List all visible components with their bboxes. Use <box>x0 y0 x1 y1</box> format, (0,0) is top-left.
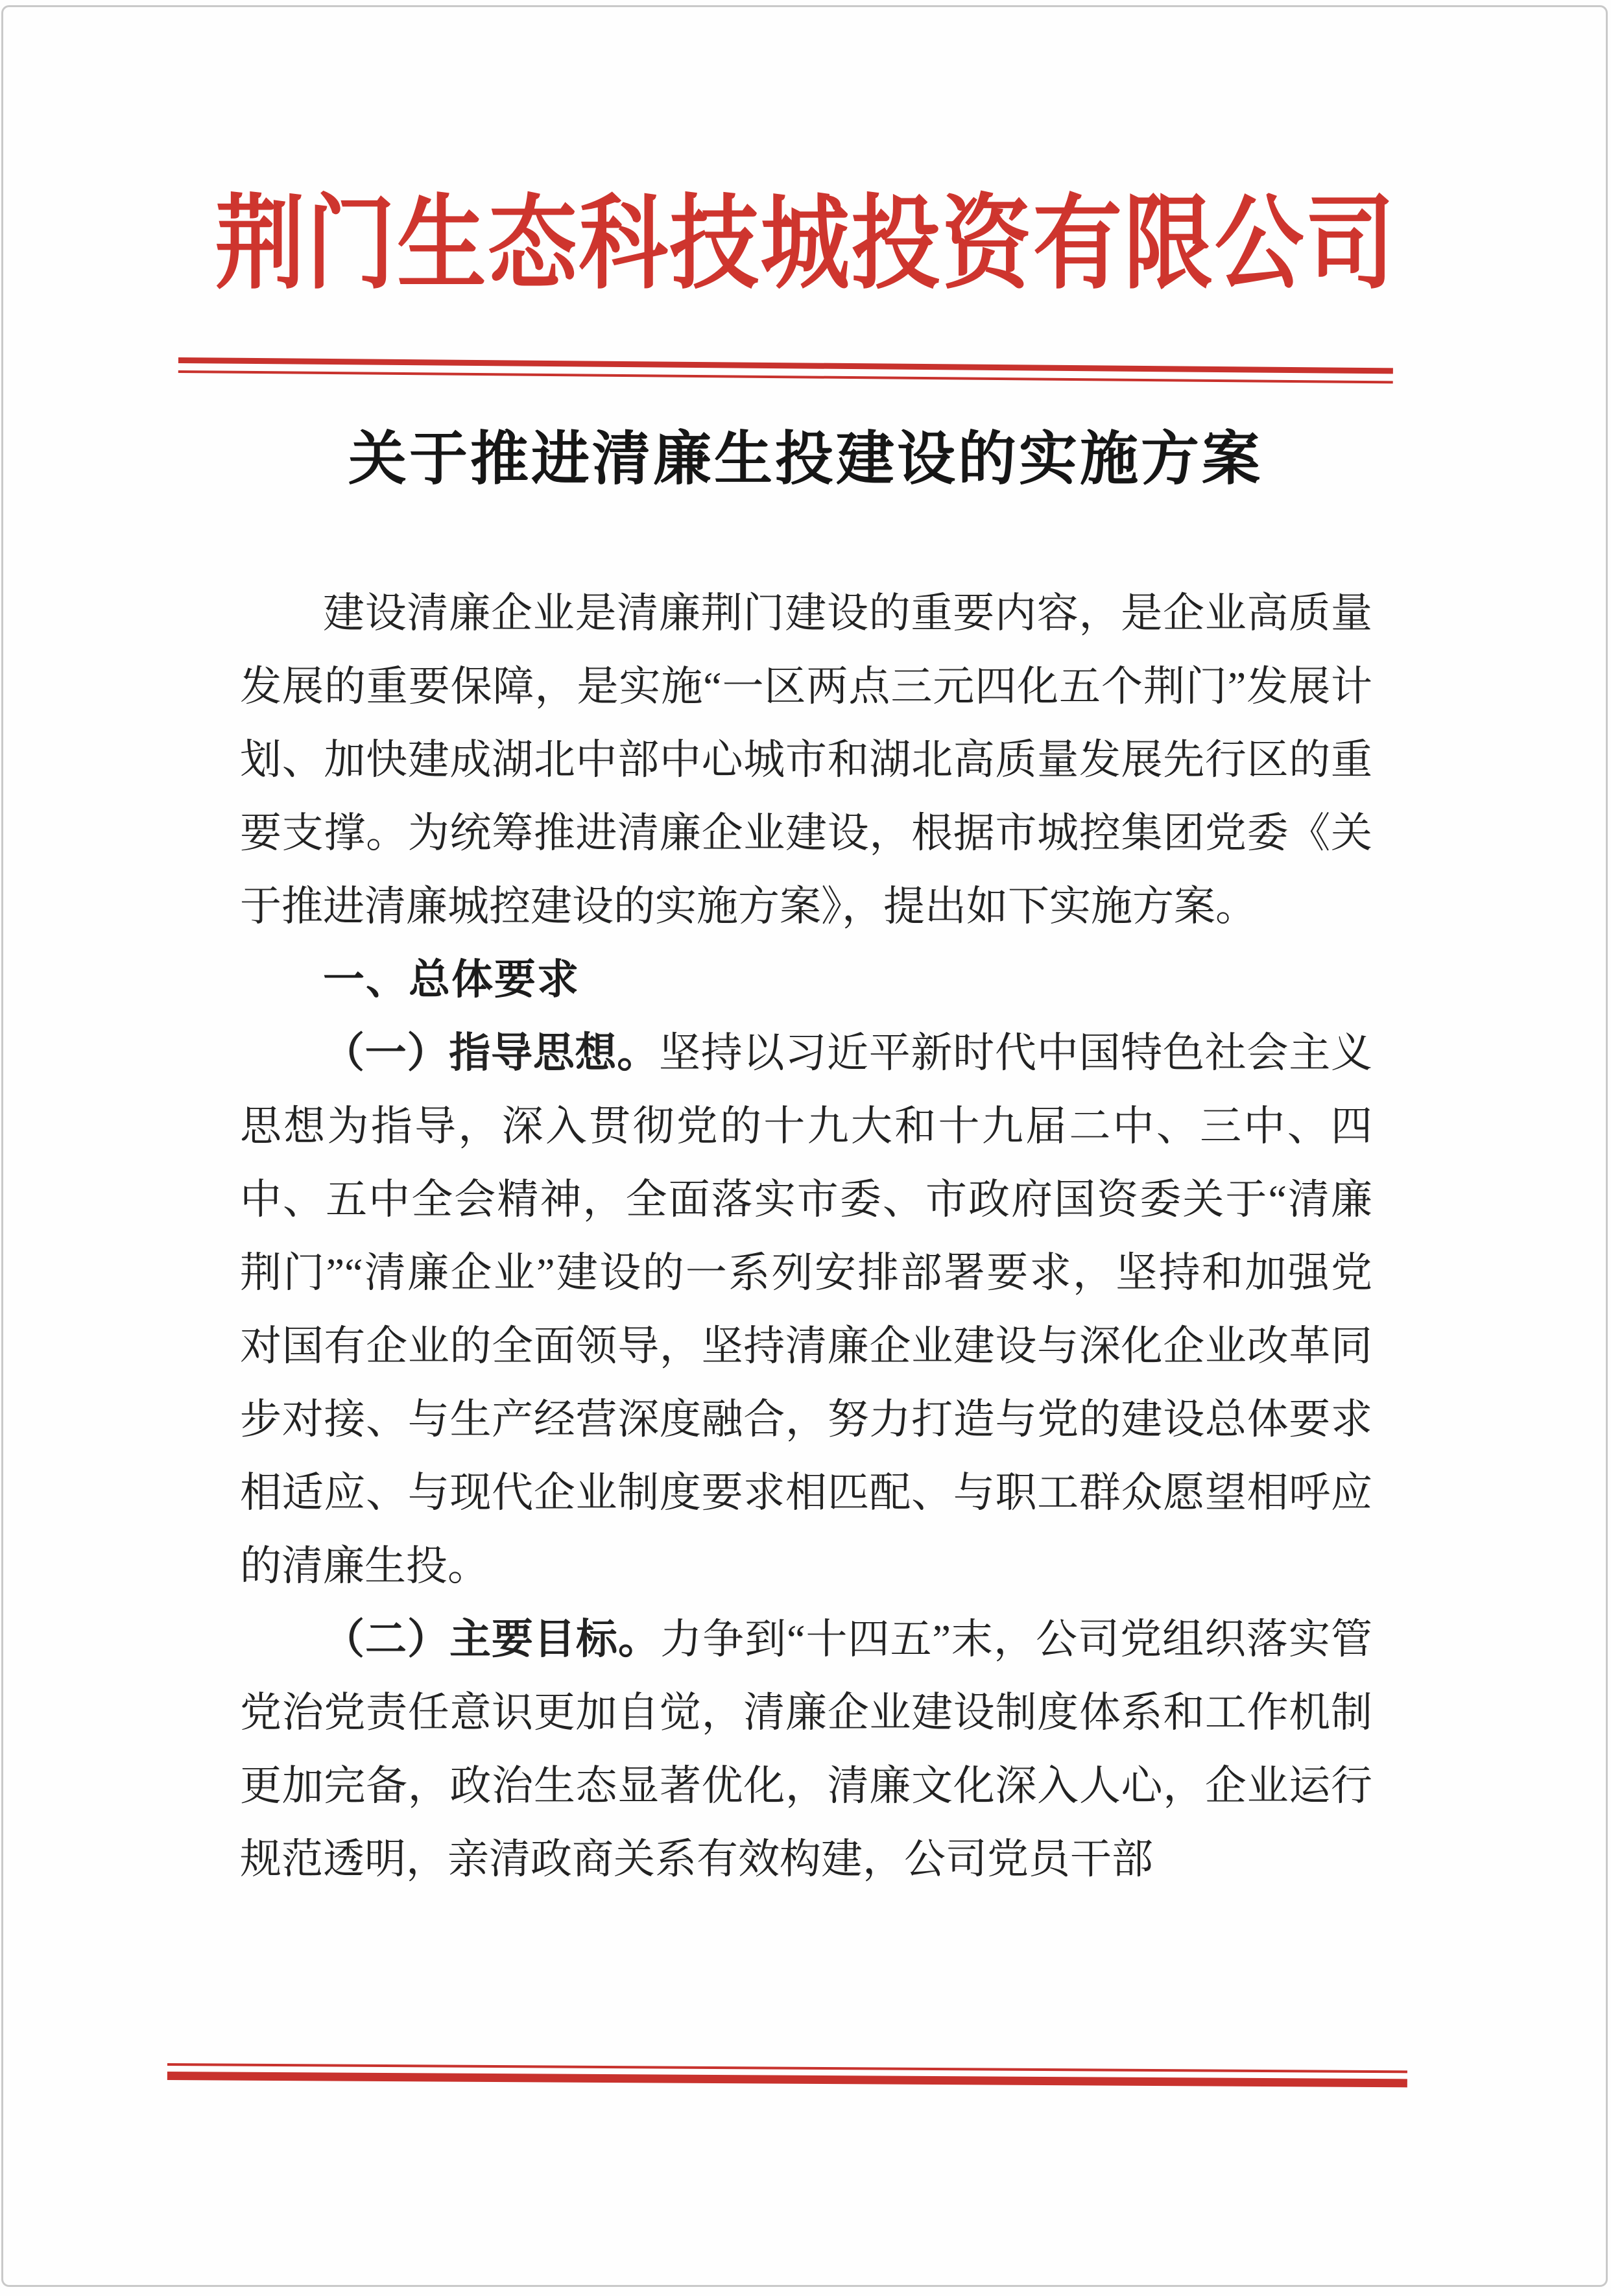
letterhead <box>0 188 1611 302</box>
company-name: 荆门生态科技城投资有限公司 <box>215 188 1396 302</box>
document-title: 关于推进清廉生投建设的实施方案 <box>348 427 1263 492</box>
paragraph-guiding-ideology-lead: （一）指导思想。 <box>323 1030 659 1076</box>
document-body <box>240 577 1372 1896</box>
paragraph-guiding-ideology-text: 坚持以习近平新时代中国特色社会主义思想为指导，深入贯彻党的十九大和十九届二中、三中、四中、五中全会精神，全面落实市委、市政府国资委关于“清廉荆门”“清廉企业”建设的一系列安排部署要求，坚持和加强党对国有企业的全面领导，坚持清廉企业建设与深化企业改革同步对接、与生产经营深度融合，努力打造与党的建设总体要求相适应、与现代企业制度要求相匹配、与职工群众愿望相呼应的清廉生投。 <box>240 1030 1372 1589</box>
section-heading-overall-requirements: 一、总体要求 <box>323 956 580 1003</box>
paragraph-guiding-ideology <box>240 1016 1372 1603</box>
paragraph-main-goals-text: 力争到“十四五”末，公司党组织落实管党治党责任意识更加自觉，清廉企业建设制度体系和工作机制更加完备，政治生态显著优化，清廉文化深入人心，企业运行规范透明，亲清政商关系有效构建，公司党员干部 <box>240 1616 1373 1882</box>
header-divider <box>178 357 1393 383</box>
paragraph-main-goals-lead: （二）主要目标。 <box>323 1616 661 1662</box>
footer-divider <box>167 2063 1407 2087</box>
paragraph-intro: 建设清廉企业是清廉荆门建设的重要内容，是企业高质量发展的重要保障，是实施“一区两点三元四化五个荆门”发展计划、加快建成湖北中部中心城市和湖北高质量发展先行区的重要支撑。为统筹推进清廉企业建设，根据市城控集团党委《关于推进清廉城控建设的实施方案》，提出如下实施方案。 <box>240 590 1372 929</box>
paragraph-main-goals <box>240 1603 1372 1896</box>
